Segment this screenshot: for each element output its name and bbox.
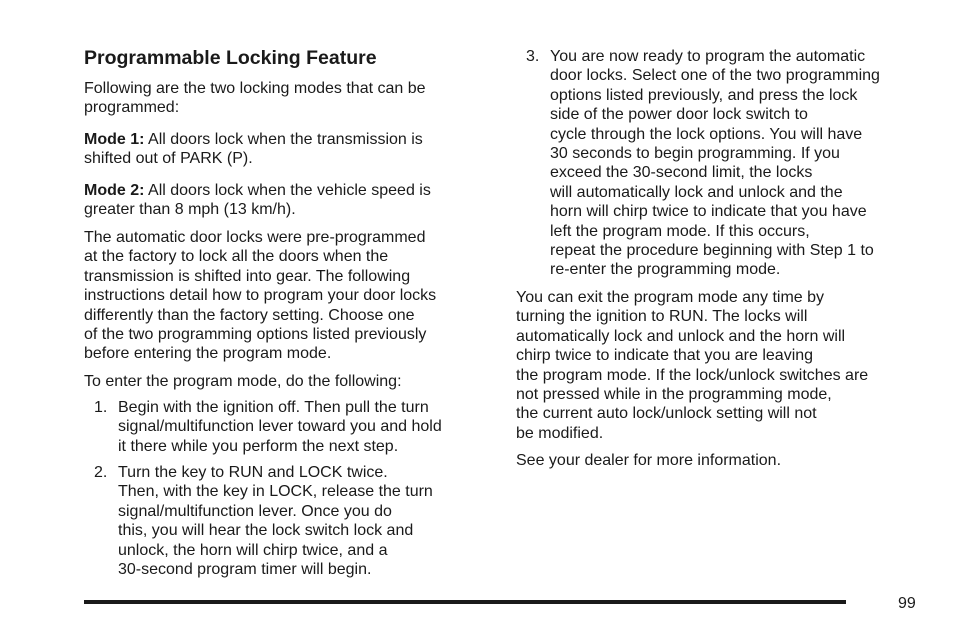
step-2-text: Turn the key to RUN and LOCK twice. Then, with the key in LOCK, release the turn signal/multifunction lever. Once you do this, you will hear the lock switch lock and unlock, the horn will chirp twice, and a 30-second program timer will begin. <box>118 464 433 579</box>
step-3-number: 3. <box>526 48 540 65</box>
mode1-text: All doors lock when the transmission is shifted out of PARK (P). <box>84 131 423 168</box>
intro-paragraph: Following are the two locking modes that can be programmed: <box>84 80 426 117</box>
page-number: 99 <box>898 595 916 612</box>
mode1-paragraph <box>84 130 423 169</box>
mode2-label: Mode 2: <box>84 182 145 199</box>
footer-rule <box>84 600 846 604</box>
step-2-number: 2. <box>94 464 108 481</box>
step-1-text: Begin with the ignition off. Then pull the turn signal/multifunction lever toward you and hold it there while you perform the next step. <box>118 399 442 455</box>
exit-paragraph: You can exit the program mode any time by turning the ignition to RUN. The locks will automatically lock and unlock and the horn will chirp twice to indicate that you are leaving the program mode. If the lock/unlock switches are not pressed while in the programming mode, the current auto lock/unlock setting will not be modified. <box>516 289 869 442</box>
mode2-text: All doors lock when the vehicle speed is greater than 8 mph (13 km/h). <box>84 182 431 219</box>
mode1-label: Mode 1: <box>84 131 145 148</box>
dealer-paragraph: See your dealer for more information. <box>516 452 782 469</box>
section-heading: Programmable Locking Feature <box>84 47 377 69</box>
to-enter-paragraph: To enter the program mode, do the following: <box>84 373 402 390</box>
step-3-text: You are now ready to program the automatic door locks. Select one of the two programming options listed previously, and press the lock side of the power door lock switch to cycle through the lock options. You will have 30 seconds to begin programming. If you exceed the 30-second limit, the locks will automatically lock and unlock and the horn will chirp twice to indicate that you have left the program mode. If this occurs, repeat the procedure beginning with Step 1 to re-enter the programming mode. <box>550 48 880 279</box>
mode2-paragraph <box>84 181 431 220</box>
step-1-number: 1. <box>94 399 108 416</box>
factory-paragraph: The automatic door locks were pre-programmed at the factory to lock all the doors when the transmission is shifted into gear. The following instructions detail how to program your door locks differently than the factory setting. Choose one of the two programming options listed previously before entering the program mode. <box>84 229 437 363</box>
